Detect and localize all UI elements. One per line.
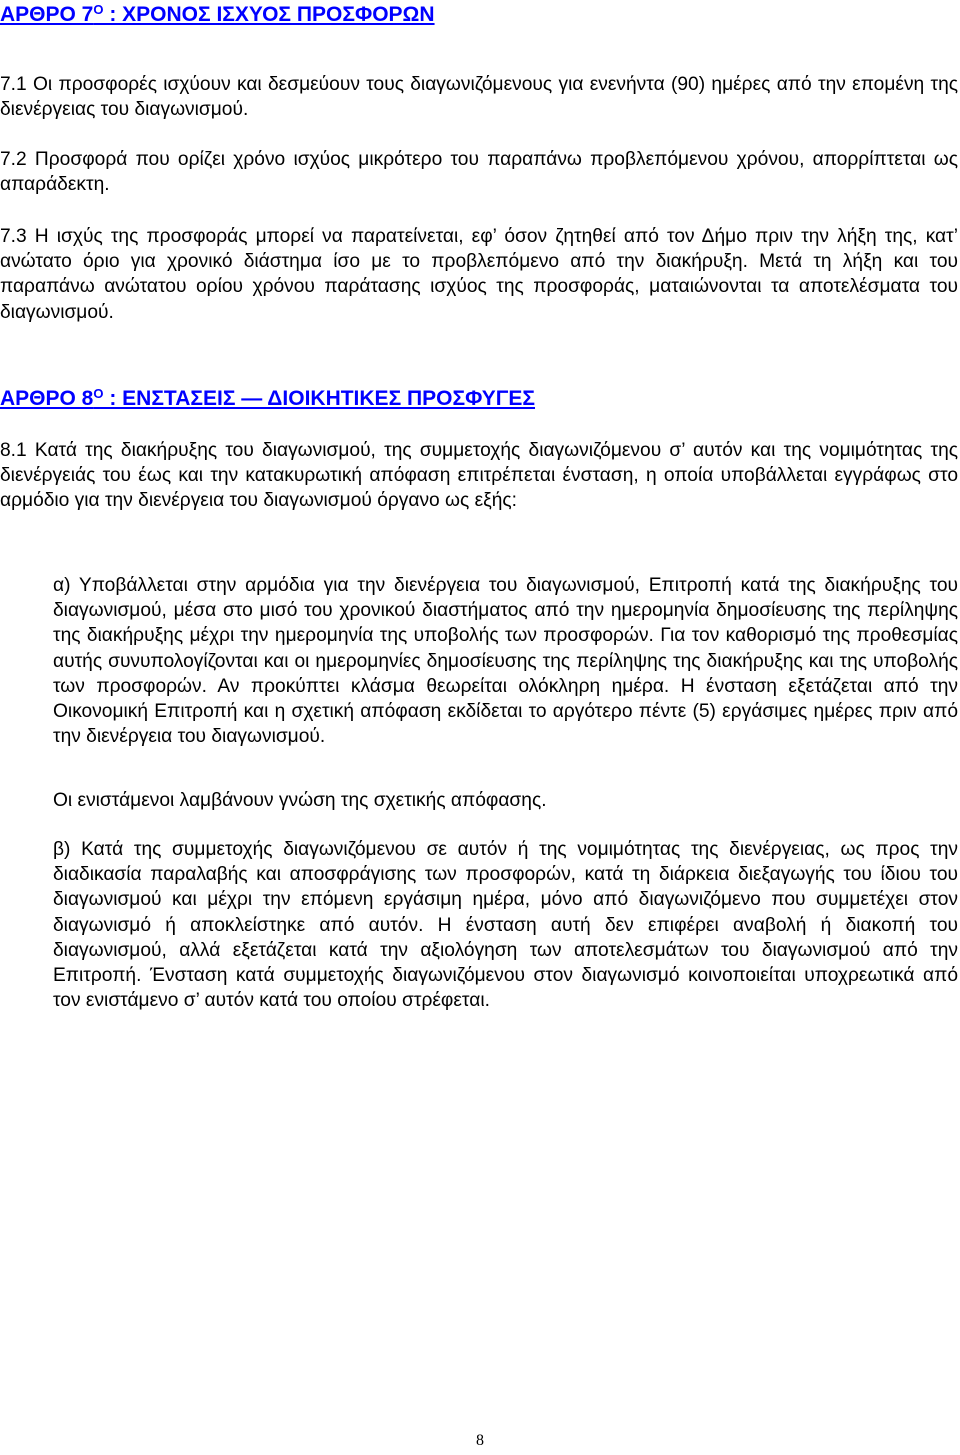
article-7-heading-prefix: ΑΡΘΡΟ 7 xyxy=(0,3,94,26)
article-7-heading xyxy=(0,1,435,28)
paragraph-8-1: 8.1 Κατά της διακήρυξης του διαγωνισμού, της συμμετοχής διαγωνιζόμενου σ’ αυτόν και της νομιμότητας της διενέργειάς του έως και την κατακυρωτική απόφαση επιτρέπεται ένσταση, η οποία υποβάλλεται εγγράφως στο αρμόδιο για την διενέργεια του διαγωνισμού όργανο ως εξής: xyxy=(0,440,958,512)
paragraph-7-1: 7.1 Οι προσφορές ισχύουν και δεσμεύουν τους διαγωνιζόμενους για ενενήντα (90) ημέρες από την επομένη της διενέργειας του διαγωνισμού. xyxy=(0,74,958,121)
article-7-heading-title: : ΧΡΟΝΟΣ ΙΣΧΥΟΣ ΠΡΟΣΦΟΡΩΝ xyxy=(103,3,435,26)
article-7-heading-superscript: Ο xyxy=(93,2,104,17)
page-number: 8 xyxy=(476,1432,484,1449)
list-item-b: β) Κατά της συμμετοχής διαγωνιζόμενου σε αυτόν ή της νομιμότητας της διενέργειας, ως προς την διαδικασία παραλαβής και αποσφράγισης των προσφορών, κατά τη διάρκεια διεξαγωγής του ίδιου του διαγωνισμού και μέχρι την επόμενη εργάσιμη ημέρα, μόνο από διαγωνιζόμενο που συμμετέχει στον διαγωνισμό ή αποκλείστηκε από αυτόν. Η ένσταση αυτή δεν επιφέρει αναβολή ή διακοπή του διαγωνισμού, αλλά εξετάζεται κατά την αξιολόγηση των αποτελεσμάτων του διαγωνισμού από την Επιτροπή. Ένσταση κατά συμμετοχής διαγωνιζόμενου στον διαγωνισμό κοινοποιείται υποχρεωτικά από τον ενιστάμενο σ’ αυτόν κατά του οποίου στρέφεται. xyxy=(53,839,958,1012)
list-item-a: α) Υποβάλλεται στην αρμόδια για την διενέργεια του διαγωνισμού, Επιτροπή κατά της διακήρυξης του διαγωνισμού, μέσα στο μισό του χρονικού διαστήματος από την ημερομηνία δημοσίευσης της περίληψης της διακήρυξης μέχρι την ημερομηνία της υποβολής των προσφορών. Για τον καθορισμό της προθεσμίας αυτής συνυπολογίζονται και οι ημερομηνίες δημοσίευσης της περίληψης της διακήρυξης και της υποβολής των προσφορών. Αν προκύπτει κλάσμα θεωρείται ολόκληρη ημέρα. Η ένσταση εξετάζεται από την Οικονομική Επιτροπή και η σχετική απόφαση εκδίδεται το αργότερο πέντε (5) εργάσιμες ημέρες πριν από την διενέργεια του διαγωνισμού. xyxy=(53,575,958,748)
list-item-a-note: Οι ενιστάμενοι λαμβάνουν γνώση της σχετικής απόφασης. xyxy=(53,790,547,811)
article-8-heading-title: : ΕΝΣΤΑΣΕΙΣ — ΔΙΟΙΚΗΤΙΚΕΣ ΠΡΟΣΦΥΓΕΣ xyxy=(103,387,536,410)
paragraph-7-2: 7.2 Προσφορά που ορίζει χρόνο ισχύος μικρότερο του παραπάνω προβλεπόμενου χρόνου, απορρίπτεται ως απαράδεκτη. xyxy=(0,149,958,196)
article-8-heading-prefix: ΑΡΘΡΟ 8 xyxy=(0,387,94,410)
paragraph-7-3: 7.3 Η ισχύς της προσφοράς μπορεί να παρατείνεται, εφ’ όσον ζητηθεί από τον Δήμο πριν την λήξη της, κατ’ ανώτατο όριο για χρονικό διάστημα ίσο με το προβλεπόμενο από την διακήρυξη. Μετά τη λήξη και του παραπάνω ανώτατου ορίου χρόνου παράτασης ισχύος της προσφοράς, ματαιώνονται τα αποτελέσματα του διαγωνισμού. xyxy=(0,226,958,323)
article-8-heading xyxy=(0,385,535,412)
article-8-heading-superscript: Ο xyxy=(93,386,104,401)
